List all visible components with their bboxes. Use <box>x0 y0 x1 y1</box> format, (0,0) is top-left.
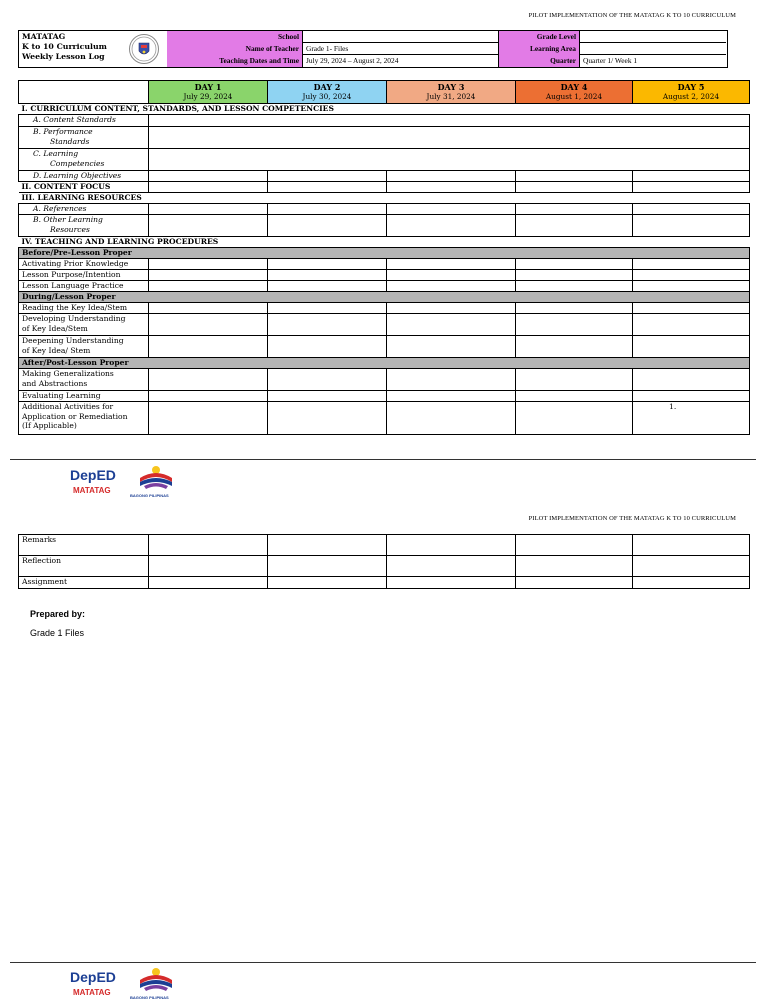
row-reading: Reading the Key Idea/Stem <box>19 303 149 314</box>
header-title: MATATAG K to 10 Curriculum Weekly Lesson Log <box>22 32 107 61</box>
section-learning-resources: III. LEARNING RESOURCES <box>19 193 750 204</box>
section-content-focus: II. CONTENT FOCUS <box>19 182 149 193</box>
page-divider <box>10 459 756 460</box>
row-learning-competencies: C. Learning Competencies <box>19 149 149 171</box>
teacher-label: Name of Teacher <box>167 43 303 55</box>
bagong-pilipinas-icon <box>136 464 176 492</box>
deped-logo: DepED <box>70 467 116 483</box>
pilot-header-2: PILOT IMPLEMENTATION OF THE MATATAG K TO 10 CURRICULUM <box>528 515 736 522</box>
content-standards-cell[interactable] <box>149 115 750 127</box>
pilot-header: PILOT IMPLEMENTATION OF THE MATATAG K TO 10 CURRICULUM <box>528 12 736 19</box>
section-curriculum-content: I. CURRICULUM CONTENT, STANDARDS, AND LESSON COMPETENCIES <box>19 104 750 115</box>
day-4-header: DAY 4 August 1, 2024 <box>516 81 633 104</box>
day-5-header: DAY 5 August 2, 2024 <box>633 81 750 104</box>
row-generalizations: Making Generalizations and Abstractions <box>19 369 149 391</box>
row-deepening: Deepening Understanding of Key Idea/ Stem <box>19 336 149 358</box>
page-divider-2 <box>10 962 756 963</box>
header-box <box>18 30 728 68</box>
row-developing: Developing Understanding of Key Idea/Stem <box>19 314 149 336</box>
day-1-header: DAY 1 July 29, 2024 <box>149 81 268 104</box>
dates-label: Teaching Dates and Time <box>167 55 303 67</box>
school-label: School <box>167 31 303 43</box>
row-content-standards: A. Content Standards <box>19 115 149 127</box>
lesson-log-table <box>18 80 750 435</box>
deped-logo-2: DepED <box>70 969 116 985</box>
bagong-label: BAGONG PILIPINAS <box>130 493 169 498</box>
row-additional: Additional Activities for Application or Remediation (If Applicable) <box>19 402 149 435</box>
row-remarks: Remarks <box>19 535 149 556</box>
row-purpose: Lesson Purpose/Intention <box>19 270 149 281</box>
row-references: A. References <box>19 204 149 215</box>
subsection-before: Before/Pre-Lesson Proper <box>19 248 750 259</box>
performance-standards-cell[interactable] <box>149 127 750 149</box>
row-activating: Activating Prior Knowledge <box>19 259 149 270</box>
prepared-by-value: Grade 1 Files <box>30 628 85 638</box>
bagong-label-2: BAGONG PILIPINAS <box>130 995 169 1000</box>
row-language: Lesson Language Practice <box>19 281 149 292</box>
day-2-header: DAY 2 July 30, 2024 <box>268 81 387 104</box>
day-5-additional-cell[interactable]: 1. <box>633 402 750 435</box>
subsection-after: After/Post-Lesson Proper <box>19 358 750 369</box>
day-3-header: DAY 3 July 31, 2024 <box>387 81 516 104</box>
learning-competencies-cell[interactable] <box>149 149 750 171</box>
quarter-value[interactable]: Quarter 1/ Week 1 <box>583 56 638 65</box>
row-assignment: Assignment <box>19 577 149 589</box>
matatag-logo: MATATAG <box>73 486 111 495</box>
row-performance-standards: B. Performance Standards <box>19 127 149 149</box>
row-other-resources: B. Other Learning Resources <box>19 215 149 237</box>
row-learning-objectives: D. Learning Objectives <box>19 171 149 182</box>
matatag-logo-2: MATATAG <box>73 988 111 997</box>
footer-logos <box>70 464 180 500</box>
learning-area-value[interactable] <box>580 43 726 55</box>
dates-value[interactable]: July 29, 2024 – August 2, 2024 <box>306 56 399 65</box>
deped-seal-icon <box>129 34 159 64</box>
subsection-during: During/Lesson Proper <box>19 292 750 303</box>
corner-cell <box>19 81 149 104</box>
bagong-pilipinas-icon-2 <box>136 966 176 994</box>
footer-logos-2 <box>70 966 180 1002</box>
section-teaching-procedures: IV. TEACHING AND LEARNING PROCEDURES <box>19 237 750 248</box>
grade-level-value[interactable] <box>580 31 726 43</box>
row-evaluating: Evaluating Learning <box>19 391 149 402</box>
row-reflection: Reflection <box>19 556 149 577</box>
remarks-table <box>18 534 750 589</box>
prepared-by-label: Prepared by: <box>30 609 86 619</box>
learning-area-label: Learning Area <box>498 43 580 55</box>
school-value[interactable] <box>303 31 498 43</box>
teacher-value[interactable]: Grade 1- Files <box>303 43 498 55</box>
grade-level-label: Grade Level <box>498 31 580 43</box>
quarter-label: Quarter <box>498 55 580 67</box>
